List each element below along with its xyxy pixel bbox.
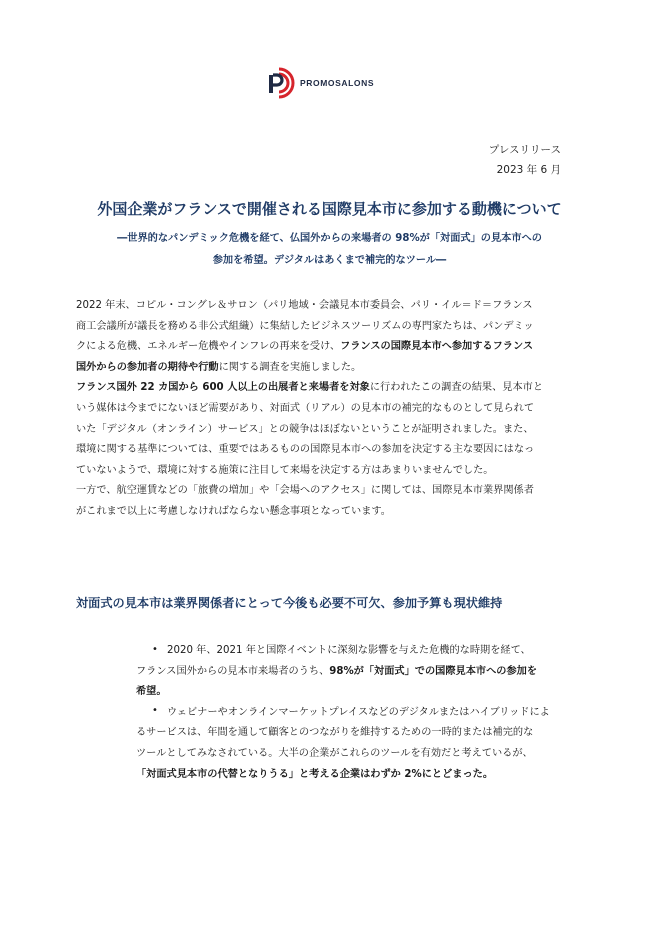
paragraph-line: いた「デジタル（オンライン）サービス」との競争はほぼないということが証明されました。また、: [76, 423, 534, 435]
paragraph-line: 環境に関する基準については、重要ではあるものの国際見本市への参加を決定する主な要因にはなっ: [76, 444, 535, 456]
list-item-line: 「対面式見本市の代替となりうる」と考える企業はわずか 2%にとどまった。: [136, 768, 494, 780]
paragraph-line: 2022 年末、コピル・コングレ＆サロン（パリ地域・会議見本市委員会、パリ・イル＝ド＝フランス: [76, 300, 533, 311]
logo-text: PROMOSALONS: [300, 78, 375, 88]
list-item-line: ウェビナーやオンラインマーケットプレイスなどのデジタルまたはハイブリッドによ: [167, 706, 550, 718]
emphasis-text: フランスの国際見本市へ参加するフランス: [340, 341, 534, 353]
list-item-line: ツールとしてみなされている。大半の企業がこれらのツールを有効だと考えているが、: [136, 747, 533, 759]
paragraph-line: 一方で、航空運賃などの「旅費の増加」や「会場へのアクセス」に関しては、国際見本市業界関係者: [76, 485, 534, 497]
paragraph-line: [76, 358, 586, 379]
subtitle-line-2: 参加を希望。デジタルはあくまで補完的なツール―: [212, 255, 447, 266]
paragraph-line: がこれまで以上に考慮しなければならない懸念事項となっています。: [76, 505, 391, 517]
emphasis-text: 国外からの参加者の期待や行動: [76, 361, 219, 373]
text-span: フランス国外からの見本市来場者のうち、: [136, 665, 330, 677]
paragraph-line: [76, 337, 586, 358]
promosalons-logo-icon: [262, 66, 296, 100]
paragraph-line: 商工会議所が議長を務める非公式組織）に集結したビジネスツーリズムの専門家たちは、パンデミッ: [76, 320, 534, 332]
paragraph-line: いう媒体は今までにないほど需要があり、対面式（リアル）の見本市の補完的なものとして見られて: [76, 402, 535, 414]
text-span: クによる危機、エネルギー危機やインフレの再来を受け、: [76, 341, 341, 353]
body-text: [76, 296, 586, 523]
list-item-line: るサービスは、年間を通して顧客とのつながりを維持するための一時的または補完的な: [136, 727, 534, 739]
text-span: に行われたこの調査の結果、見本市と: [369, 382, 544, 394]
subtitle-line-1: ―世界的なパンデミック危機を経て、仏国外からの来場者の 98%が「対面式」の見本市への: [117, 233, 542, 244]
emphasis-text: 98%が「対面式」での国際見本市への参加を: [329, 665, 538, 677]
press-release-label: プレスリリース: [488, 144, 561, 156]
section-heading: 対面式の見本市は業界関係者にとって今後も必要不可欠、参加予算も現状維持: [76, 596, 503, 610]
text-span: に関する調査を実施しました。: [218, 361, 362, 373]
bullet-icon: •: [152, 705, 158, 716]
list-item-line: [136, 662, 596, 683]
emphasis-text: フランス国外 22 カ国から 600 人以上の出展者と来場者を対象: [76, 382, 370, 394]
bullet-list: [136, 641, 596, 785]
list-item-line: 2020 年、2021 年と国際イベントに深刻な影響を与えた危機的な時期を経て、: [167, 645, 531, 656]
paragraph-line: ていないようで、環境に対する施策に注目して来場を決定する方はあまりいませんでした。: [76, 464, 494, 476]
bullet-icon: •: [152, 644, 158, 655]
paragraph-line: [76, 378, 586, 399]
release-date: 2023 年 6 月: [496, 164, 561, 176]
promosalons-logo: [262, 66, 374, 100]
page-title: 外国企業がフランスで開催される国際見本市に参加する動機について: [97, 200, 562, 218]
list-item-line: 希望。: [136, 686, 167, 698]
